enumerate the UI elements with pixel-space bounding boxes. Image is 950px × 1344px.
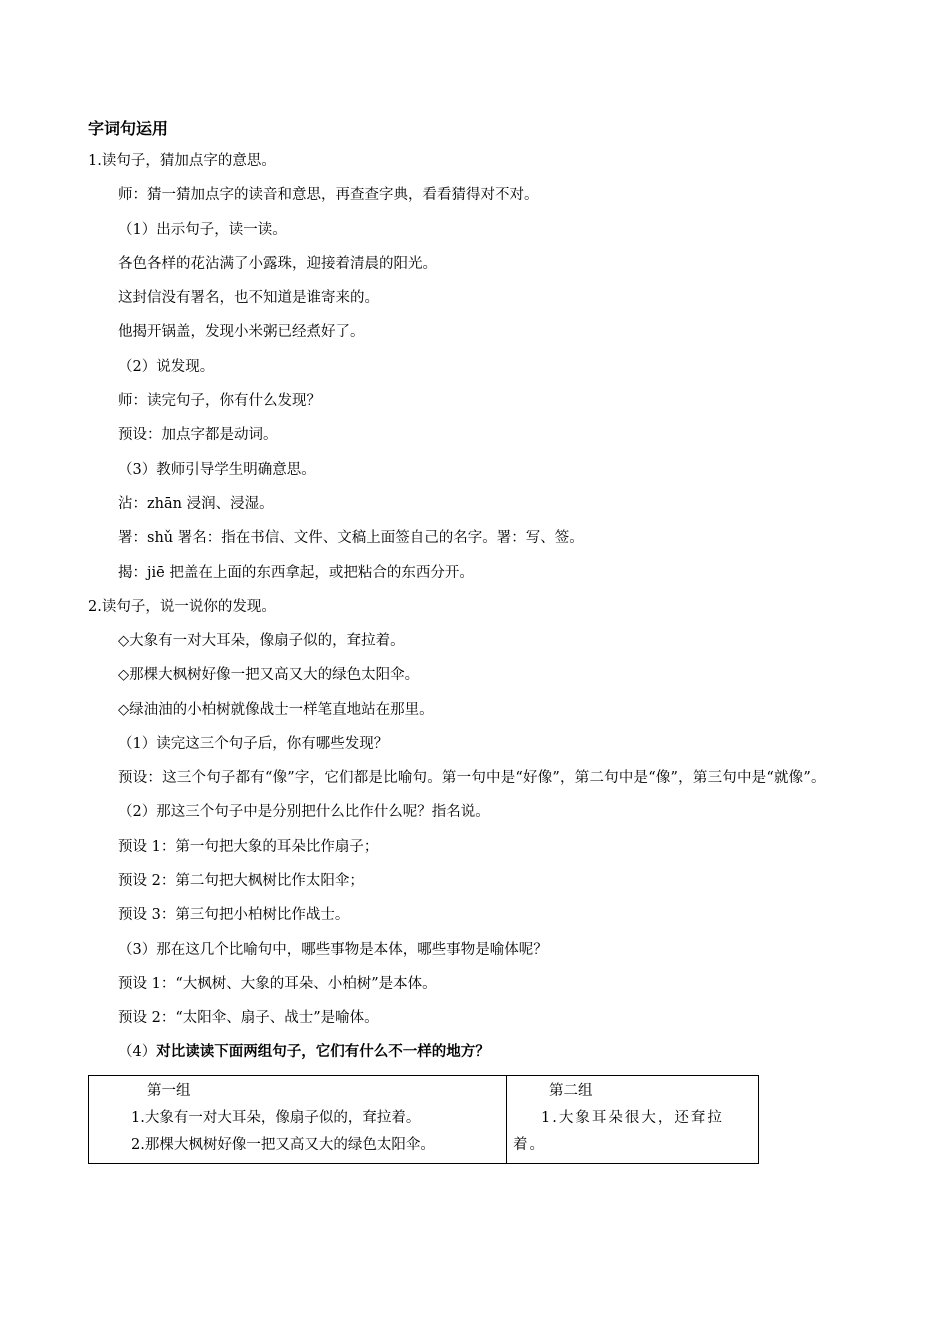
preset-answer: 预设 2：“太阳伞、扇子、战士”是喻体。 — [118, 1010, 379, 1027]
word-definition: 署：shǔ 署名：指在书信、文件、文稿上面签自己的名字。署：写、签。 — [118, 530, 584, 547]
example-sentence: 各色各样的花沾满了小露珠，迎接着清晨的阳光。 — [118, 255, 437, 272]
example-sentence: 他揭开锅盖，发现小米粥已经煮好了。 — [118, 324, 365, 341]
example-sentence: 这封信没有署名，也不知道是谁寄来的。 — [118, 290, 379, 307]
simile-sentence: ◇大象有一对大耳朵，像扇子似的，耷拉着。 — [118, 633, 405, 650]
step-label: （3）教师引导学生明确意思。 — [118, 461, 316, 478]
group-2-header: 第二组 — [549, 1082, 593, 1099]
group-2-item: 1.大象耳朵很大，还耷拉着。 — [513, 1109, 724, 1153]
step-label: （1）出示句子，读一读。 — [118, 221, 287, 238]
group-1-item: 1.大象有一对大耳朵，像扇子似的，耷拉着。 — [131, 1109, 421, 1126]
document-page — [88, 118, 868, 1164]
question-4-prefix: （4） — [118, 1044, 157, 1061]
teacher-question: 师：读完句子，你有什么发现？ — [118, 393, 321, 410]
question-1-heading: 1.读句子，猜加点字的意思。 — [88, 153, 276, 169]
preset-answer: 预设 2：第二句把大枫树比作太阳伞； — [118, 872, 364, 889]
preset-answer: 预设 1：第一句把大象的耳朵比作扇子； — [118, 838, 379, 855]
group-1-header: 第一组 — [147, 1082, 191, 1099]
preset-answer-paragraph: 预设：这三个句子都有“像”字，它们都是比喻句。第一句中是“好像”，第二句中是“像”，第三句中是“就像”。 — [118, 770, 826, 787]
word-definition: 揭：jiē 把盖在上面的东西拿起，或把粘合的东西分开。 — [118, 564, 474, 581]
group-1-cell — [89, 1075, 507, 1163]
step-label: （2）那这三个句子中是分别把什么比作什么呢？指名说。 — [118, 804, 490, 821]
question-4-line — [88, 1041, 868, 1063]
comparison-table — [88, 1075, 759, 1164]
simile-sentence: ◇那棵大枫树好像一把又高又大的绿色太阳伞。 — [118, 667, 420, 684]
preset-answer: 预设 3：第三句把小柏树比作战士。 — [118, 907, 350, 924]
preset-answer: 预设：加点字都是动词。 — [118, 427, 278, 444]
preset-answer: 预设 1：“大枫树、大象的耳朵、小柏树”是本体。 — [118, 975, 437, 992]
word-definition: 沾：zhān 浸润、浸湿。 — [118, 495, 274, 512]
group-1-item: 2.那棵大枫树好像一把又高又大的绿色太阳伞。 — [131, 1136, 435, 1153]
teacher-instruction: 师：猜一猜加点字的读音和意思，再查查字典，看看猜得对不对。 — [118, 187, 539, 204]
step-label: （1）读完这三个句子后，你有哪些发现？ — [118, 736, 389, 753]
table-row — [89, 1075, 759, 1163]
group-2-cell — [507, 1075, 759, 1163]
question-2-heading: 2.读句子，说一说你的发现。 — [88, 598, 276, 615]
simile-sentence: ◇绿油油的小柏树就像战士一样笔直地站在那里。 — [118, 701, 434, 718]
step-label: （3）那在这几个比喻句中，哪些事物是本体，哪些事物是喻体呢？ — [118, 941, 548, 958]
section-title: 字词句运用 — [88, 119, 169, 138]
step-label: （2）说发现。 — [118, 358, 215, 375]
question-4-text: 对比读读下面两组句子，它们有什么不一样的地方？ — [156, 1044, 490, 1061]
